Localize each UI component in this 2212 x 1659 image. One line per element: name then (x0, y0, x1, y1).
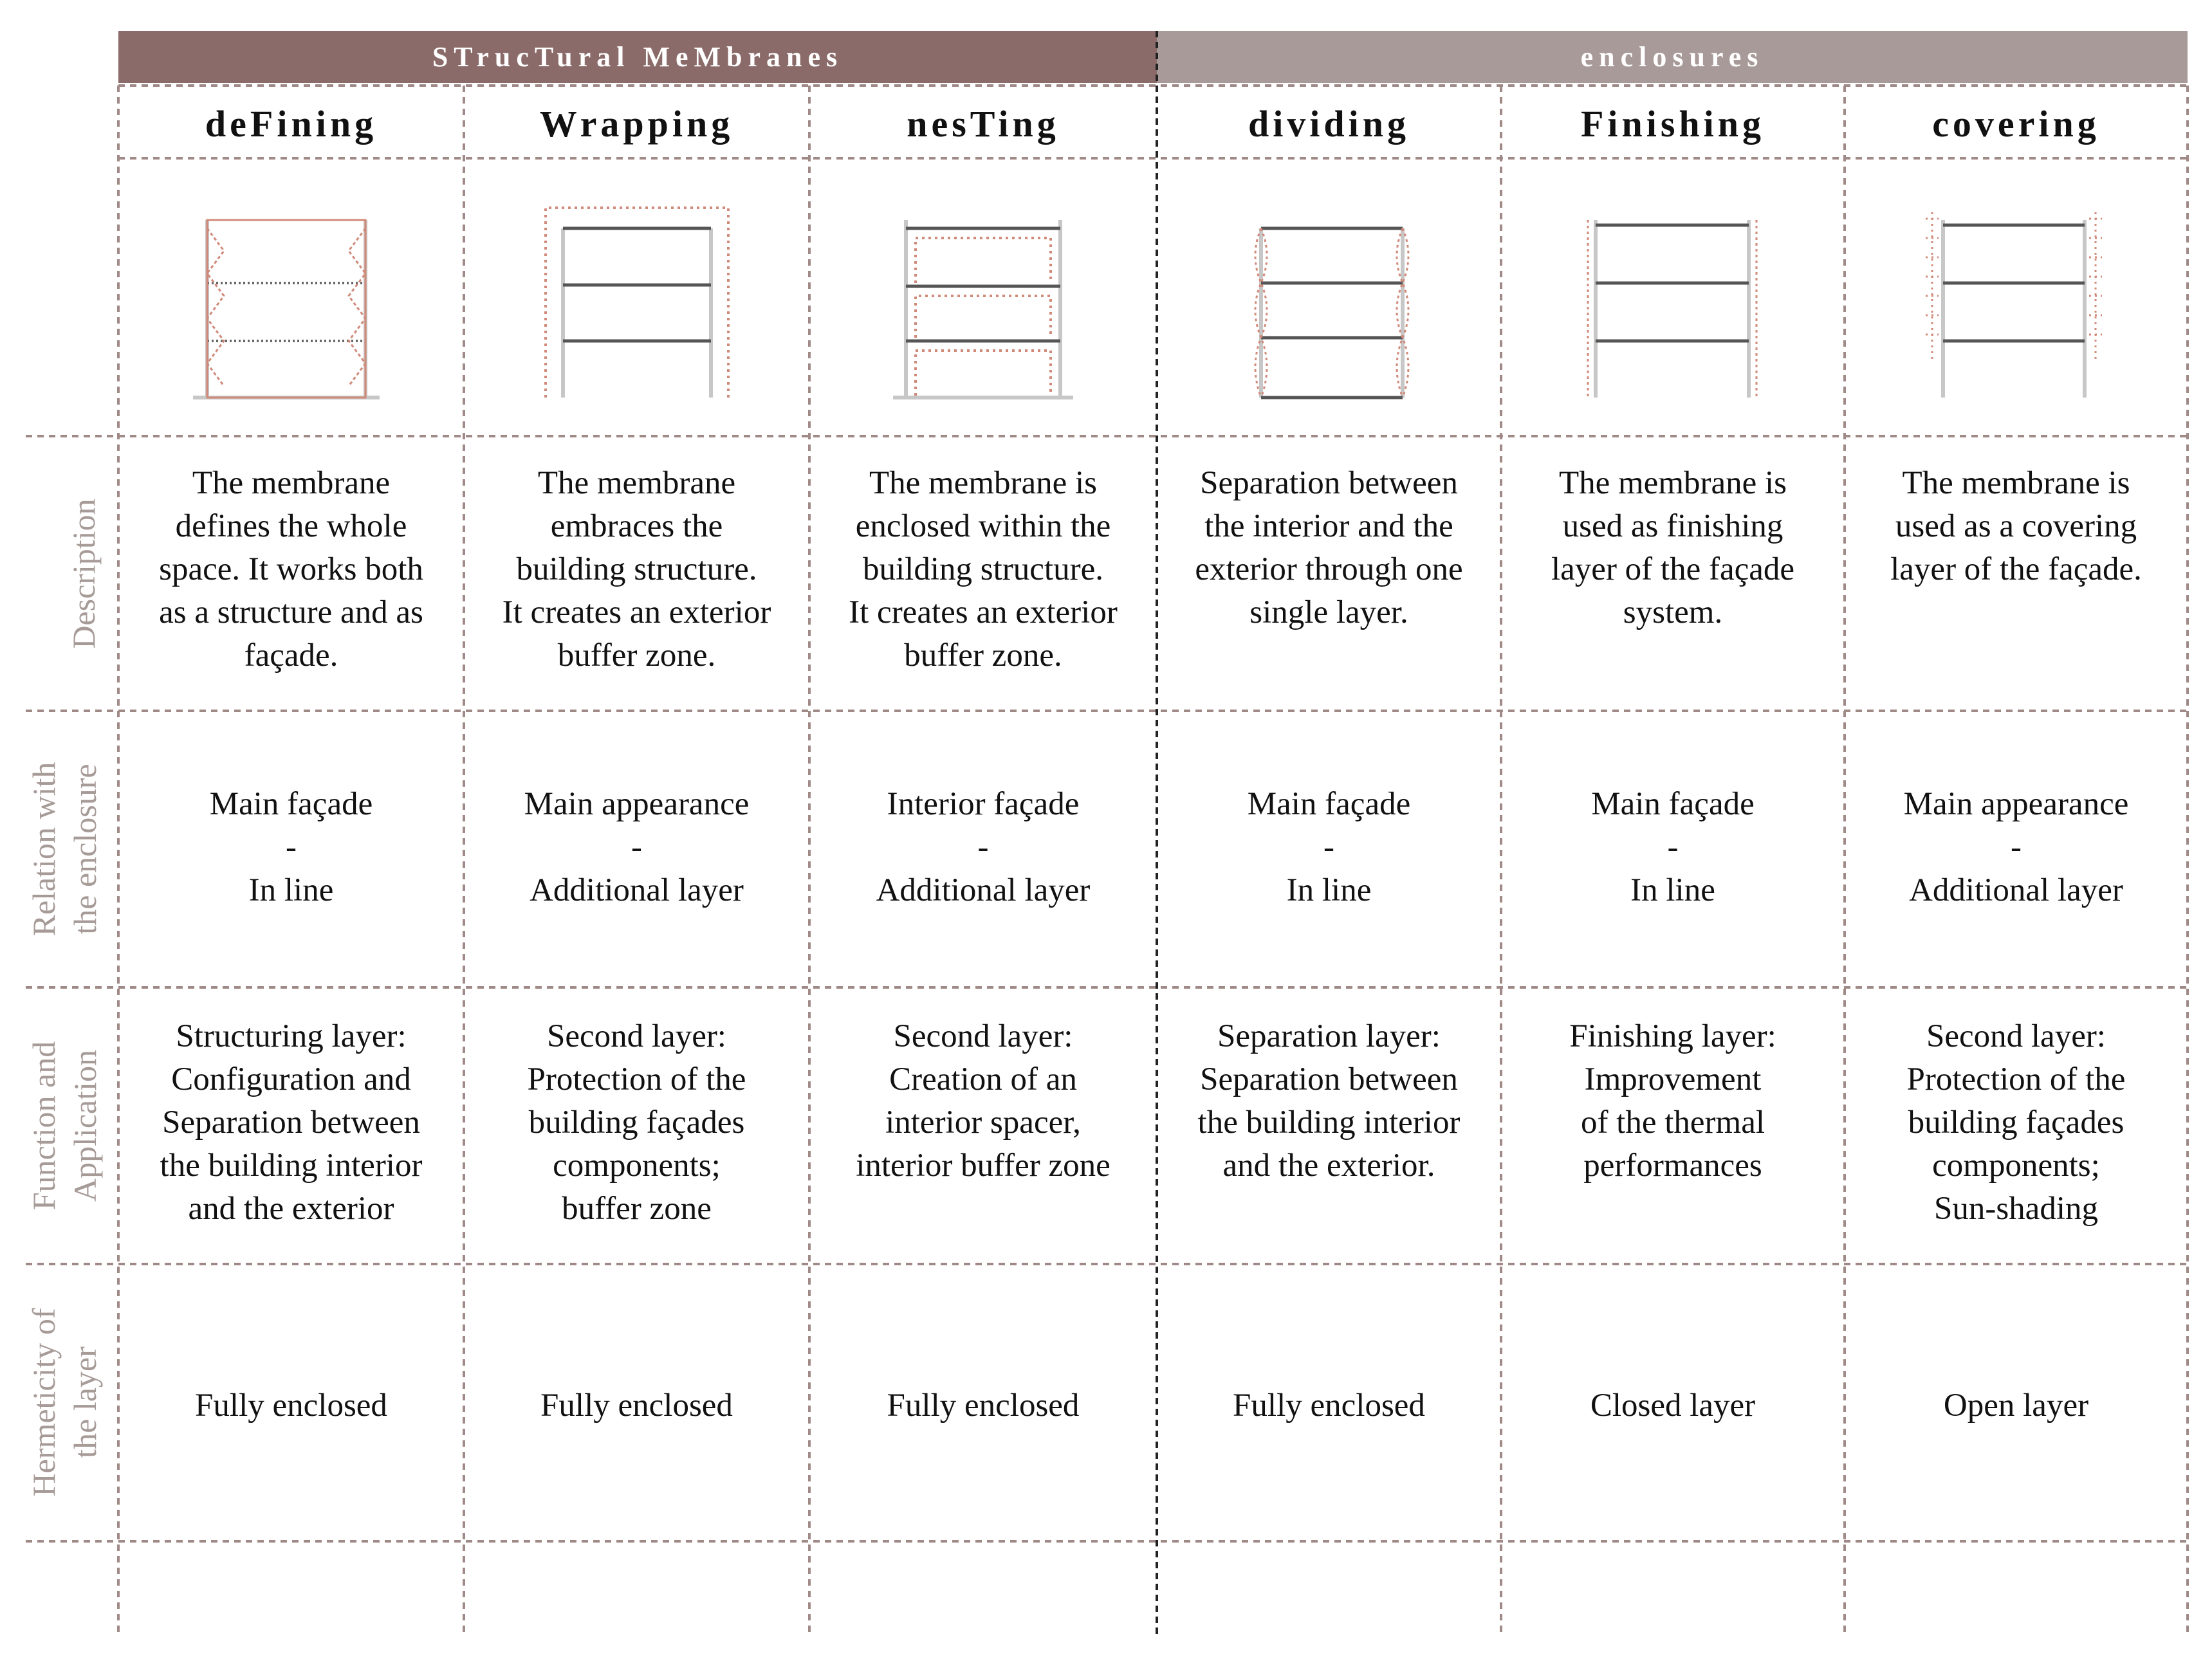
description-dividing: Separation between the interior and the exterior through one single layer. (1195, 465, 1463, 630)
covering-membrane-icon (1921, 212, 2114, 405)
dividing-membrane-icon (1235, 212, 1428, 405)
group-title-enclosures: enclosures (1580, 41, 1764, 73)
function-dividing: Separation layer: Separation between the building interior and the exterior. (1197, 1018, 1461, 1184)
defining-membrane-icon (193, 212, 386, 405)
column-header-wrapping: Wrapping (539, 103, 734, 145)
hermeticity-defining: Fully enclosed (195, 1387, 387, 1424)
column-header-covering: covering (1932, 103, 2100, 145)
relation-finishing: Main façade - In line (1591, 786, 1755, 908)
description-covering: The membrane is used as a covering layer of the façade. (1890, 465, 2142, 587)
hermeticity-covering: Open layer (1943, 1387, 2089, 1424)
relation-dividing: Main façade - In line (1247, 786, 1411, 908)
function-nesting: Second layer: Creation of an interior spacer, interior buffer zone (856, 1018, 1111, 1184)
description-wrapping: The membrane embraces the building structure. It creates an exterior buffer zone. (502, 465, 771, 674)
hermeticity-finishing: Closed layer (1590, 1387, 1756, 1424)
group-title-structural: STrucTural MeMbranes (432, 41, 843, 73)
description-nesting: The membrane is enclosed within the building structure. It creates an exterior buffer zone. (849, 465, 1118, 674)
relation-covering: Main appearance - Additional layer (1903, 786, 2129, 908)
nesting-membrane-icon (887, 212, 1080, 405)
function-defining: Structuring layer: Configuration and Separation between the building interior and the exterior (160, 1018, 423, 1227)
relation-wrapping: Main appearance - Additional layer (524, 786, 750, 908)
function-wrapping: Second layer: Protection of the building façades components; buffer zone (527, 1018, 746, 1227)
description-defining: The membrane defines the whole space. It works both as a structure and as façade. (159, 465, 423, 674)
description-finishing: The membrane is used as finishing layer of the façade system. (1551, 465, 1794, 630)
column-header-dividing: dividing (1248, 103, 1410, 145)
function-covering: Second layer: Protection of the building façades components; Sun-shading (1906, 1018, 2126, 1227)
relation-nesting: Interior façade - Additional layer (876, 786, 1091, 908)
membrane-classification-table: STrucTural MeMbranes enclosures deFining Wrapping nesTing dividing Finishing covering Description Relation with the enclosure Function and Application Hermeticity of the layer The membrane defines the whole space. It works both as a structure and as façade. The membrane embraces the building structure. It creates an exterior buffer zone. The membrane is enclosed within the building structure. It creates an exterior buffer zone. Separation between the interior and the exterior through one single layer. The membrane is used as finishing layer of the façade system. The membrane is used as a covering layer of the façade. Main façade - In line Main appearance - Additional layer Interior façade - Additional layer Main façade - In line Main façade - In line Main appearance - Additional layer Structuring layer: Configuration and Separation between the building interior and the exterior Second layer: Protection of the building façades components; buffer zone Second layer: Creation of an interior spacer, interior buffer zone Separation layer: Separation between the building interior and the exterior. Finishing layer: Improvement of the thermal performances Second layer: Protection of the building façades components; Sun-shading Fully enclosed Fully enclosed Fully enclosed Fully enclosed Closed layer Open layer (0, 0, 2212, 1659)
hermeticity-nesting: Fully enclosed (887, 1387, 1080, 1424)
finishing-membrane-icon (1576, 212, 1769, 405)
function-finishing: Finishing layer: Improvement of the thermal performances (1569, 1018, 1776, 1184)
column-header-finishing: Finishing (1580, 103, 1765, 145)
column-header-nesting: nesTing (907, 103, 1060, 145)
relation-defining: Main façade - In line (209, 786, 373, 908)
hermeticity-dividing: Fully enclosed (1233, 1387, 1425, 1424)
wrapping-membrane-icon (540, 203, 733, 405)
hermeticity-wrapping: Fully enclosed (540, 1387, 733, 1424)
column-header-defining: deFining (205, 103, 378, 145)
